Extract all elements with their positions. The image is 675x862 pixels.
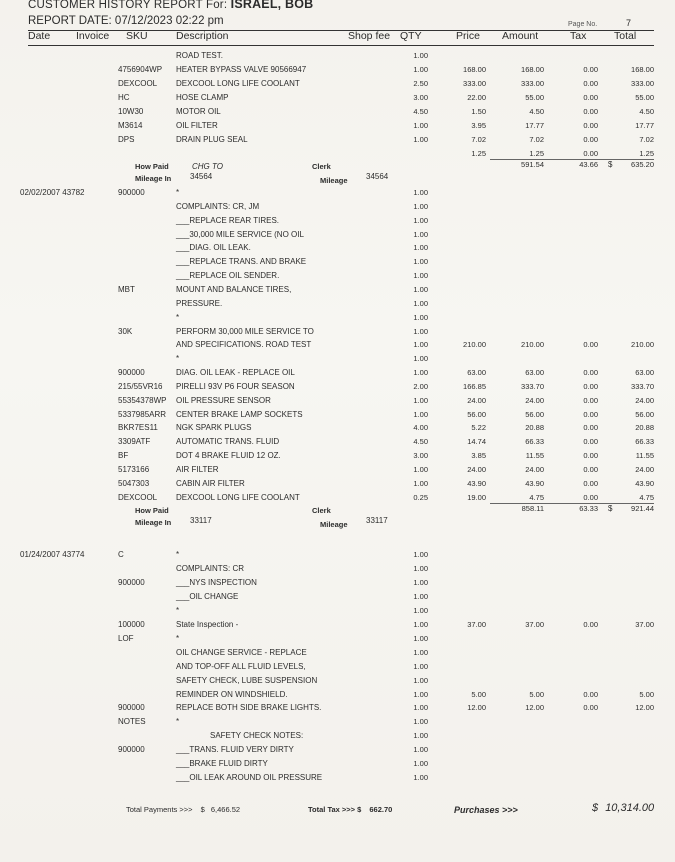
line-amount: 43.90 [525, 479, 544, 488]
line-sku: 10W30 [118, 107, 144, 116]
line-total: 56.00 [635, 410, 654, 419]
line-description: HOSE CLAMP [176, 93, 229, 102]
column-header-date: Date [28, 30, 51, 42]
line-sku: 900000 [118, 188, 145, 197]
report-date: 07/12/2023 [114, 15, 173, 27]
mileage-in-label: Mileage In [135, 518, 172, 527]
page-number-label: Page No. [568, 21, 598, 28]
line-total: 12.00 [635, 703, 654, 712]
line-price: 24.00 [467, 465, 486, 474]
section-date-invoice: 01/24/2007 43774 [20, 550, 85, 559]
purchases [454, 805, 518, 815]
line-description: State Inspection - [176, 620, 239, 629]
line-tax: 0.00 [583, 493, 598, 502]
line-description: CABIN AIR FILTER [176, 479, 245, 488]
line-total: 333.70 [631, 382, 654, 391]
clerk-label: Clerk [312, 162, 331, 171]
line-tax: 0.00 [583, 423, 598, 432]
line-amount: 7.02 [529, 135, 544, 144]
line-total: 168.00 [631, 65, 654, 74]
line-sku: 30K [118, 327, 133, 336]
line-description: MOUNT AND BALANCE TIRES, [176, 285, 292, 294]
line-amount: 168.00 [521, 65, 544, 74]
line-description: ___REPLACE OIL SENDER. [176, 271, 280, 280]
line-description: ___REPLACE TRANS. AND BRAKE [176, 257, 307, 266]
line-sku: 900000 [118, 368, 145, 377]
mileage-in-value: 33117 [190, 516, 212, 525]
line-total: 20.88 [635, 423, 654, 432]
line-qty: 1.00 [413, 564, 428, 573]
line-tax: 0.00 [583, 121, 598, 130]
total-tax-value: 662.70 [369, 805, 393, 814]
column-header-invoice: Invoice [76, 30, 110, 42]
line-qty: 1.00 [413, 65, 428, 74]
line-sku: M3614 [118, 121, 143, 130]
line-description: SAFETY CHECK, LUBE SUSPENSION [176, 676, 318, 685]
line-tax: 0.00 [583, 135, 598, 144]
line-sku: 900000 [118, 703, 145, 712]
subtotal-currency: $ [608, 160, 613, 169]
line-price: 3.85 [471, 451, 486, 460]
line-tax: 0.00 [583, 620, 598, 629]
line-description: PERFORM 30,000 MILE SERVICE TO [176, 327, 314, 336]
column-header-tax: Tax [570, 30, 587, 42]
column-header-total: Total [614, 30, 637, 42]
line-total: 17.77 [635, 121, 654, 130]
line-total: 37.00 [635, 620, 654, 629]
column-header-amount: Amount [502, 30, 539, 42]
line-price: 168.00 [463, 65, 486, 74]
column-header-qty: QTY [400, 30, 422, 42]
line-qty: 1.00 [413, 620, 428, 629]
line-description: SAFETY CHECK NOTES: [210, 731, 304, 740]
line-description: * [176, 313, 180, 322]
mileage-in-value: 34564 [190, 172, 213, 181]
line-amount: 56.00 [525, 410, 544, 419]
subtotal-total: 921.44 [631, 504, 654, 513]
line-amount: 5.00 [529, 690, 544, 699]
line-amount: 333.70 [521, 382, 544, 391]
line-price: 43.90 [467, 479, 486, 488]
line-description: ___BRAKE FLUID DIRTY [176, 759, 268, 768]
mileage-in-label: Mileage In [135, 174, 172, 183]
subtotal-currency: $ [608, 504, 613, 513]
line-description: * [176, 634, 180, 643]
line-description: ___30,000 MILE SERVICE (NO OIL [176, 230, 304, 239]
line-description: REMINDER ON WINDSHIELD. [176, 690, 288, 699]
line-tax: 0.00 [583, 382, 598, 391]
line-price: 1.25 [471, 149, 486, 158]
line-tax: 0.00 [583, 410, 598, 419]
header-top-rule [28, 30, 654, 31]
line-description: AUTOMATIC TRANS. FLUID [176, 437, 280, 446]
line-description: PRESSURE. [176, 299, 223, 308]
line-qty: 1.00 [413, 773, 428, 782]
total-payments [126, 805, 240, 814]
line-qty: 1.00 [413, 745, 428, 754]
line-description: AND SPECIFICATIONS. ROAD TEST [176, 340, 312, 349]
report-date-label: REPORT DATE: [28, 15, 112, 27]
total-payments-currency: $ [200, 805, 205, 814]
line-qty: 1.00 [413, 731, 428, 740]
line-qty: 1.00 [413, 271, 428, 280]
line-total: 7.02 [639, 135, 654, 144]
line-sku: 4756904WP [118, 65, 163, 74]
line-sku: DPS [118, 135, 135, 144]
line-tax: 0.00 [583, 107, 598, 116]
line-tax: 0.00 [583, 437, 598, 446]
line-price: 3.95 [471, 121, 486, 130]
line-total: 11.55 [635, 451, 654, 460]
line-description: MOTOR OIL [176, 107, 221, 116]
line-description: DRAIN PLUG SEAL [176, 135, 248, 144]
line-description: AND TOP-OFF ALL FLUID LEVELS, [176, 662, 306, 671]
line-sku: 55354378WP [118, 396, 167, 405]
line-total: 43.90 [635, 479, 654, 488]
line-description: * [176, 354, 180, 363]
subtotal-amount: 591.54 [521, 160, 544, 169]
line-qty: 1.00 [413, 121, 428, 130]
line-tax: 0.00 [583, 451, 598, 460]
line-description: DOT 4 BRAKE FLUID 12 OZ. [176, 451, 281, 460]
line-amount: 1.25 [529, 149, 544, 158]
line-sku: BKR7ES11 [118, 423, 158, 432]
line-qty: 1.00 [413, 465, 428, 474]
how-paid-label: How Paid [135, 506, 169, 515]
subtotal-total: 635.20 [631, 160, 654, 169]
line-amount: 63.00 [525, 368, 544, 377]
line-total: 55.00 [635, 93, 654, 102]
mileage-value: 33117 [366, 516, 388, 525]
line-description: DEXCOOL LONG LIFE COOLANT [176, 79, 300, 88]
report-time: 02:22 pm [175, 15, 224, 27]
line-total: 333.00 [631, 79, 654, 88]
line-amount: 4.50 [529, 107, 544, 116]
line-tax: 0.00 [583, 479, 598, 488]
line-amount: 12.00 [525, 703, 544, 712]
line-sku: 5173166 [118, 465, 150, 474]
line-price: 210.00 [463, 340, 486, 349]
purchases-label: Purchases >>> [454, 805, 518, 815]
line-qty: 1.00 [413, 327, 428, 336]
line-price: 24.00 [467, 396, 486, 405]
line-qty: 4.50 [413, 437, 428, 446]
line-qty: 1.00 [413, 759, 428, 768]
total-tax-label: Total Tax >>> $ [308, 805, 362, 814]
header-bottom-rule [28, 45, 654, 46]
line-price: 37.00 [467, 620, 486, 629]
line-amount: 333.00 [521, 79, 544, 88]
line-amount: 210.00 [521, 340, 544, 349]
line-description: NGK SPARK PLUGS [176, 423, 252, 432]
line-description: PIRELLI 93V P6 FOUR SEASON [176, 382, 295, 391]
line-description: * [176, 606, 180, 615]
line-qty: 1.00 [413, 634, 428, 643]
line-qty: 3.00 [413, 451, 428, 460]
line-amount: 24.00 [525, 465, 544, 474]
line-tax: 0.00 [583, 149, 598, 158]
line-tax: 0.00 [583, 79, 598, 88]
purchases-total [592, 802, 654, 814]
line-qty: 1.00 [413, 592, 428, 601]
page-number: 7 [626, 18, 632, 28]
line-qty: 1.00 [413, 676, 428, 685]
how-paid-label: How Paid [135, 162, 169, 171]
line-price: 12.00 [467, 703, 486, 712]
line-total: 5.00 [639, 690, 654, 699]
line-description: OIL CHANGE SERVICE - REPLACE [176, 648, 307, 657]
line-description: OIL PRESSURE SENSOR [176, 396, 271, 405]
line-qty: 4.00 [413, 423, 428, 432]
line-qty: 1.00 [413, 703, 428, 712]
line-description: HEATER BYPASS VALVE 90566947 [176, 65, 307, 74]
line-qty: 2.50 [413, 79, 428, 88]
line-qty: 1.00 [413, 243, 428, 252]
line-price: 22.00 [467, 93, 486, 102]
line-sku: 900000 [118, 578, 145, 587]
line-total: 63.00 [635, 368, 654, 377]
line-description: * [176, 717, 180, 726]
total-payments-label: Total Payments >>> [126, 805, 193, 814]
customer-name: ISRAEL, BOB [230, 0, 314, 11]
line-sku: HC [118, 93, 130, 102]
line-qty: 1.00 [413, 662, 428, 671]
line-sku: LOF [118, 634, 134, 643]
line-total: 210.00 [631, 340, 654, 349]
line-qty: 1.00 [413, 368, 428, 377]
line-description: * [176, 550, 180, 559]
line-description: ROAD TEST. [176, 51, 223, 60]
report-title-text: CUSTOMER HISTORY REPORT For: [28, 0, 228, 11]
line-qty: 1.00 [413, 188, 428, 197]
line-qty: 1.00 [413, 299, 428, 308]
line-sku: BF [118, 451, 129, 460]
line-description: COMPLAINTS: CR [176, 564, 245, 573]
line-sku: 100000 [118, 620, 145, 629]
report-date-line [28, 15, 224, 27]
purchases-value: 10,314.00 [605, 802, 655, 814]
line-sku: 5337985ARR [118, 410, 167, 419]
total-payments-value: 6,466.52 [210, 805, 241, 814]
line-price: 19.00 [467, 493, 486, 502]
mileage-value: 34564 [366, 172, 389, 181]
line-qty: 1.00 [413, 606, 428, 615]
line-total: 66.33 [635, 437, 654, 446]
line-tax: 0.00 [583, 703, 598, 712]
line-qty: 1.00 [413, 285, 428, 294]
purchases-currency: $ [592, 802, 599, 814]
line-description: ___NYS INSPECTION [176, 578, 257, 587]
line-qty: 1.00 [413, 396, 428, 405]
line-total: 24.00 [635, 396, 654, 405]
line-description: ___TRANS. FLUID VERY DIRTY [176, 745, 294, 754]
line-tax: 0.00 [583, 65, 598, 74]
line-qty: 1.00 [413, 216, 428, 225]
line-qty: 3.00 [413, 93, 428, 102]
line-tax: 0.00 [583, 690, 598, 699]
line-tax: 0.00 [583, 396, 598, 405]
line-amount: 37.00 [525, 620, 544, 629]
line-sku: 5047303 [118, 479, 150, 488]
clerk-label: Clerk [312, 506, 331, 515]
line-description: ___REPLACE REAR TIRES. [176, 216, 280, 225]
line-price: 5.00 [471, 690, 486, 699]
line-price: 7.02 [471, 135, 486, 144]
line-description: ___OIL CHANGE [176, 592, 239, 601]
column-header-price: Price [456, 30, 480, 42]
line-description: * [176, 188, 180, 197]
line-qty: 1.00 [413, 550, 428, 559]
line-description: CENTER BRAKE LAMP SOCKETS [176, 410, 303, 419]
line-price: 166.85 [463, 382, 486, 391]
mileage-label: Mileage [320, 520, 348, 529]
line-tax: 0.00 [583, 465, 598, 474]
line-price: 333.00 [463, 79, 486, 88]
line-qty: 1.00 [413, 313, 428, 322]
line-amount: 11.55 [525, 451, 544, 460]
line-qty: 1.00 [413, 257, 428, 266]
line-sku: C [118, 550, 124, 559]
line-sku: 900000 [118, 745, 145, 754]
line-qty: 4.50 [413, 107, 428, 116]
line-total: 24.00 [635, 465, 654, 474]
line-qty: 1.00 [413, 717, 428, 726]
line-sku: 3309ATF [118, 437, 151, 446]
line-qty: 0.25 [413, 493, 428, 502]
line-qty: 1.00 [413, 51, 428, 60]
line-amount: 4.75 [529, 493, 544, 502]
line-tax: 0.00 [583, 368, 598, 377]
line-qty: 1.00 [413, 578, 428, 587]
column-header-shop-fee: Shop fee [348, 30, 391, 42]
line-sku: NOTES [118, 717, 146, 726]
line-sku: MBT [118, 285, 135, 294]
line-sku: DEXCOOL [118, 493, 158, 502]
line-amount: 55.00 [525, 93, 544, 102]
line-qty: 1.00 [413, 135, 428, 144]
line-qty: 1.00 [413, 410, 428, 419]
line-amount: 66.33 [525, 437, 544, 446]
line-total: 4.75 [639, 493, 654, 502]
line-tax: 0.00 [583, 93, 598, 102]
line-total: 1.25 [639, 149, 654, 158]
line-amount: 17.77 [525, 121, 544, 130]
line-description: AIR FILTER [176, 465, 219, 474]
line-tax: 0.00 [583, 340, 598, 349]
line-sku: DEXCOOL [118, 79, 158, 88]
column-header-sku: SKU [126, 30, 148, 42]
report-title [28, 0, 313, 11]
line-description: COMPLAINTS: CR, JM [176, 202, 260, 211]
line-qty: 1.00 [413, 340, 428, 349]
line-qty: 1.00 [413, 479, 428, 488]
line-amount: 20.88 [525, 423, 544, 432]
line-price: 1.50 [471, 107, 486, 116]
line-price: 14.74 [467, 437, 486, 446]
line-description: DEXCOOL LONG LIFE COOLANT [176, 493, 300, 502]
line-qty: 1.00 [413, 648, 428, 657]
line-qty: 1.00 [413, 230, 428, 239]
subtotal-amount: 858.11 [521, 504, 544, 513]
subtotal-tax: 63.33 [579, 504, 598, 513]
line-qty: 1.00 [413, 202, 428, 211]
line-price: 5.22 [471, 423, 486, 432]
mileage-label: Mileage [320, 176, 348, 185]
line-qty: 2.00 [413, 382, 428, 391]
line-description: ___DIAG. OIL LEAK. [176, 243, 251, 252]
line-qty: 1.00 [413, 690, 428, 699]
line-amount: 24.00 [525, 396, 544, 405]
total-tax [308, 805, 392, 814]
section-date-invoice: 02/02/2007 43782 [20, 188, 85, 197]
line-sku: 215/55VR16 [118, 382, 163, 391]
how-paid-value: CHG TO [192, 162, 223, 171]
column-header-description: Description [176, 30, 229, 42]
line-description: ___OIL LEAK AROUND OIL PRESSURE [176, 773, 323, 782]
line-price: 56.00 [467, 410, 486, 419]
line-description: REPLACE BOTH SIDE BRAKE LIGHTS. [176, 703, 322, 712]
subtotal-tax: 43.66 [579, 160, 598, 169]
line-price: 63.00 [467, 368, 486, 377]
line-description: OIL FILTER [176, 121, 218, 130]
line-total: 4.50 [639, 107, 654, 116]
line-qty: 1.00 [413, 354, 428, 363]
line-description: DIAG. OIL LEAK - REPLACE OIL [176, 368, 295, 377]
